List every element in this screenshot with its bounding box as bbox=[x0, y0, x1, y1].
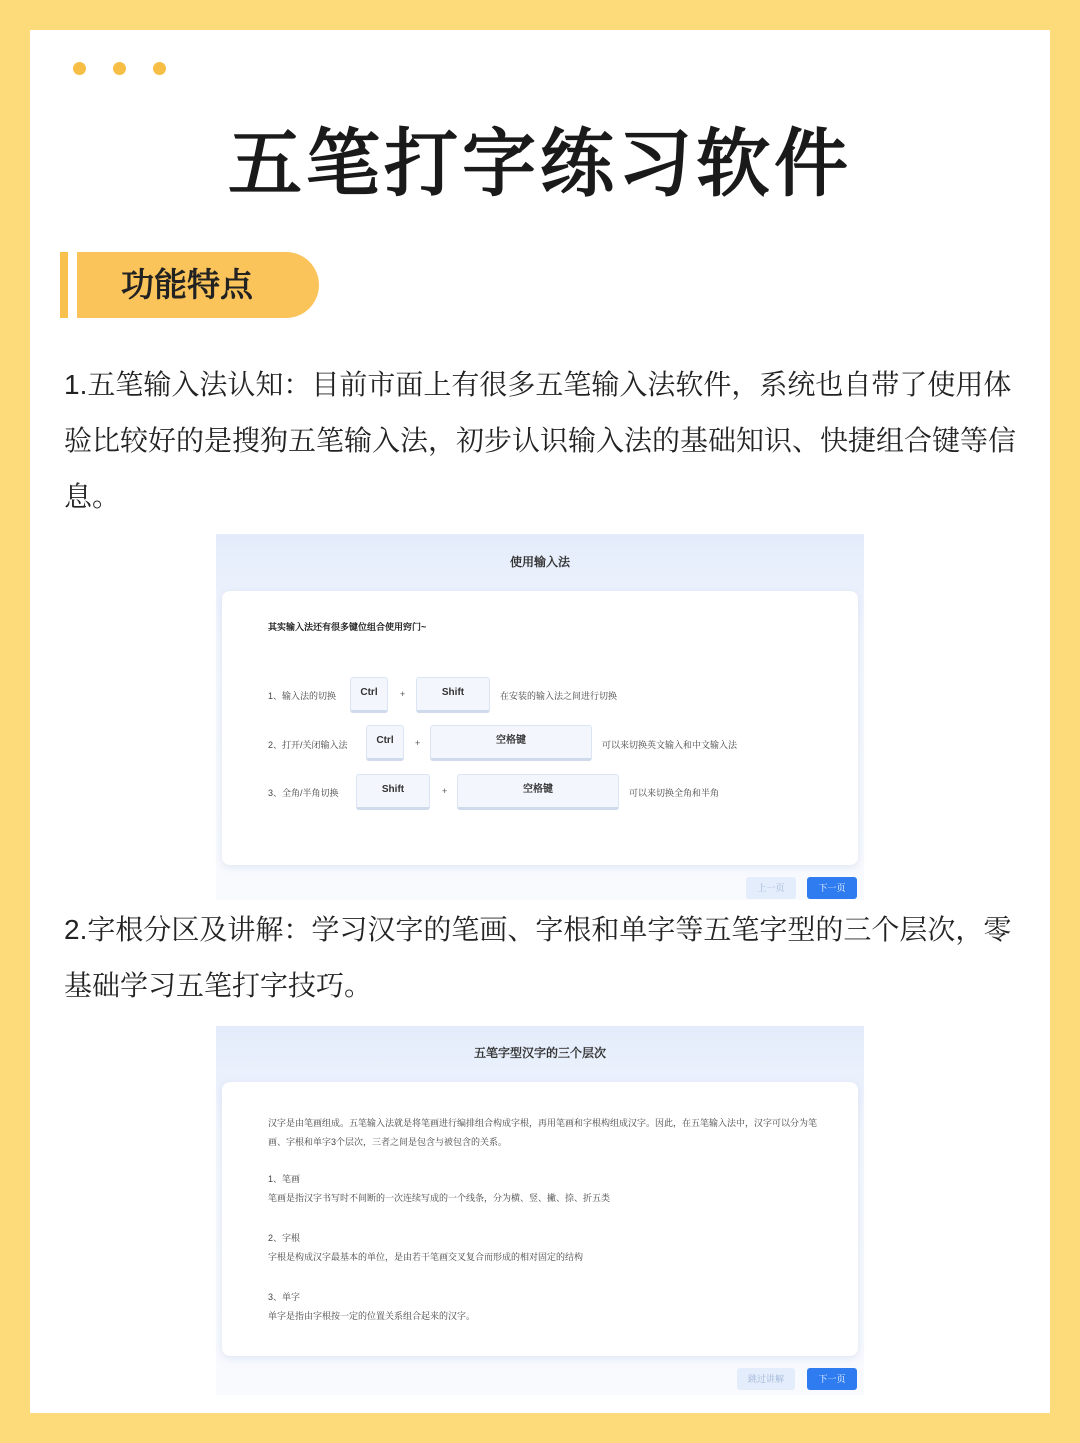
item-head: 1、笔画 bbox=[268, 1174, 301, 1184]
shot-intro: 其实输入法还有很多键位组合使用窍门~ bbox=[268, 622, 427, 632]
next-page-button[interactable]: 下一页 bbox=[807, 1368, 857, 1390]
key-ctrl: Ctrl bbox=[350, 677, 388, 713]
shot-title: 使用输入法 bbox=[509, 555, 570, 569]
feature-1-text: 1.五笔输入法认知：目前市面上有很多五笔输入法软件，系统也自带了使用体验比较好的是搜狗五笔输入法，初步认识输入法的基础知识、快捷组合键等信息。 bbox=[64, 369, 1017, 512]
row-label: 1、输入法的切换 bbox=[268, 691, 337, 701]
next-page-button[interactable]: 下一页 bbox=[807, 877, 857, 899]
shot-title: 五笔字型汉字的三个层次 bbox=[473, 1046, 606, 1060]
feature-2-text: 2.字根分区及讲解：学习汉字的笔画、字根和单字等五笔字型的三个层次，零基础学习五笔打字技巧。 bbox=[64, 914, 1012, 1001]
screenshot-radicals bbox=[216, 1026, 864, 1395]
plus: + bbox=[415, 738, 421, 748]
dot-decoration bbox=[113, 62, 126, 75]
shot-intro: 汉字是由笔画组成。五笔输入法就是将笔画进行编排组合构成字根，再用笔画和字根构组成汉字。因此，在五笔输入法中，汉字可以分为笔画、字根和单字3个层次，三者之间是包含与被包含的关系。 bbox=[268, 1118, 818, 1147]
item-body: 笔画是指汉字书写时不间断的一次连续写成的一个线条，分为横、竖、撇、捺、折五类 bbox=[268, 1193, 611, 1203]
key-ctrl: Ctrl bbox=[366, 725, 404, 761]
item-body: 单字是指由字根按一定的位置关系组合起来的汉字。 bbox=[268, 1311, 476, 1321]
row-desc: 可以来切换全角和半角 bbox=[629, 788, 720, 798]
page-title: 五笔打字练习软件 bbox=[228, 122, 852, 205]
key-shift: Shift bbox=[416, 677, 490, 713]
section-heading: 功能特点 bbox=[77, 252, 319, 318]
item-head: 3、单字 bbox=[268, 1292, 301, 1302]
dot-decoration bbox=[153, 62, 166, 75]
row-label: 2、打开/关闭输入法 bbox=[268, 740, 348, 750]
section-bar bbox=[60, 252, 68, 318]
item-head: 2、字根 bbox=[268, 1233, 301, 1243]
skip-button[interactable]: 跳过讲解 bbox=[737, 1368, 795, 1390]
screenshot-input-method bbox=[216, 534, 864, 900]
key-space: 空格键 bbox=[430, 725, 592, 761]
key-shift: Shift bbox=[356, 774, 430, 810]
row-desc: 可以来切换英文输入和中文输入法 bbox=[602, 740, 738, 750]
plus: + bbox=[442, 786, 448, 796]
key-space: 空格键 bbox=[457, 774, 619, 810]
row-label: 3、全角/半角切换 bbox=[268, 788, 339, 798]
plus: + bbox=[400, 689, 406, 699]
row-desc: 在安装的输入法之间进行切换 bbox=[500, 691, 618, 701]
dot-decoration bbox=[73, 62, 86, 75]
item-body: 字根是构成汉字最基本的单位，是由若干笔画交叉复合而形成的相对固定的结构 bbox=[268, 1252, 584, 1262]
prev-page-button[interactable]: 上一页 bbox=[746, 877, 796, 899]
